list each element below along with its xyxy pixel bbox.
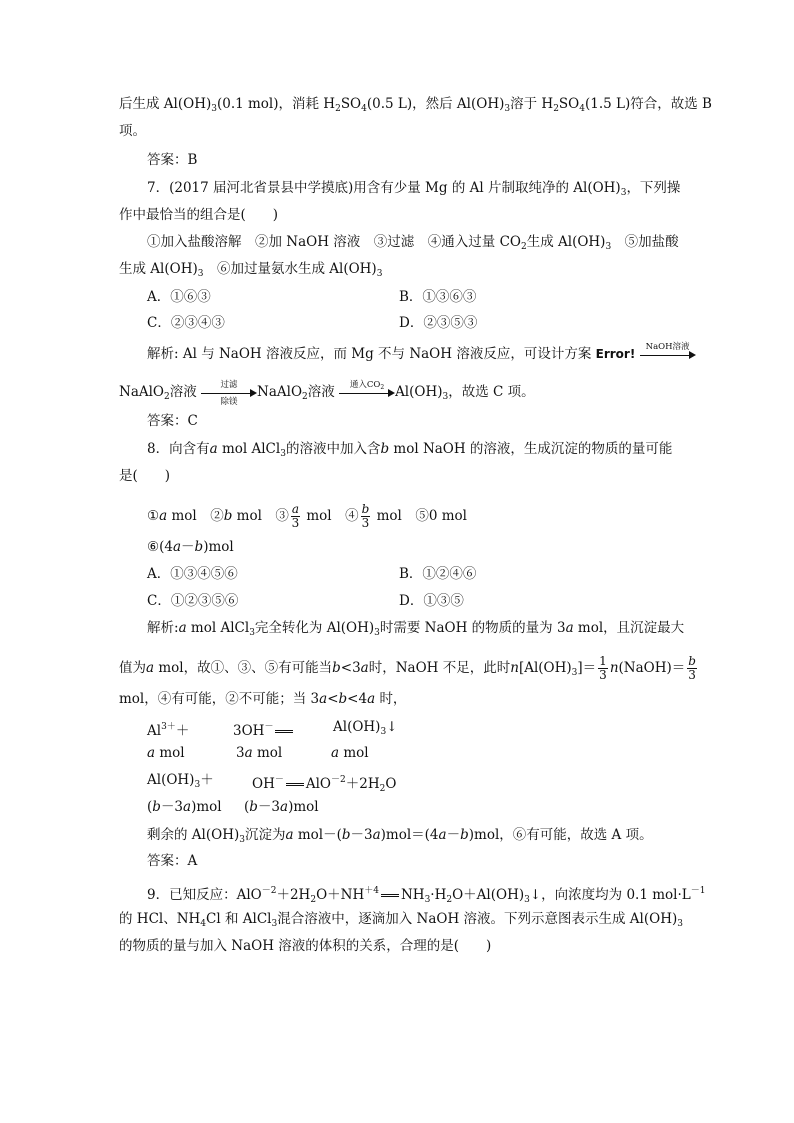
error-marker: Error!: [595, 347, 636, 361]
q8-solution-line-2: 值为a mol，故①、③、⑤有可能当b<3a时，NaOH 不足，此时$n[Al(OH)_3]=$ $\frac{1}{3}$ n(NaOH)＝ $\frac{b}{3}$: [119, 654, 696, 682]
q6-solution-line-2: 项。: [119, 123, 146, 139]
q8-option-a: A．①③④⑤⑥: [147, 566, 238, 582]
q7-stem-line-2: 作中最恰当的组合是( ): [119, 207, 279, 223]
q7-stem-line-1: 7．(2017 届河北省景县中学摸底)用含有少量 Mg 的 Al 片制取纯净的 $Al(OH)_3$，下列操: [147, 180, 681, 198]
reaction-2-rest: OH－ $AlO^{-2}+2H_2O$: [252, 775, 397, 794]
fraction-a-over-3: $\frac{a}{3}$: [291, 502, 300, 530]
q7-solution-line-2: NaAlO$_2$溶液 过滤 除镁 NaAlO$_2$溶液 通入$CO_2$ $Al(OH)_3$，故选 C 项。: [119, 379, 535, 407]
q7-option-d: D．②③⑤③: [399, 315, 478, 331]
fraction-b-over-3: $\frac{b}{3}$: [361, 502, 370, 530]
q8-stem-line-1: 8．向含有a mol AlCl$_3$的溶液中加入含b mol NaOH 的溶液，生成沉淀的物质的量可能: [147, 441, 673, 459]
fraction-b-over-3: $\frac{b}{3}$: [688, 654, 696, 682]
reaction-arrow: 过滤 除镁: [201, 384, 257, 402]
reaction-2-amount-aloh3: (b－3a)mol: [147, 799, 222, 815]
q8-choices-line-1: ①a mol ②b mol ③ $\frac{a}{3}$ mol ④ $\frac{b}{3}$ mol ⑤0 mol: [147, 502, 467, 530]
q7-answer: 答案：C: [147, 413, 198, 429]
equals-sign: [275, 730, 293, 733]
q6-solution-line-1: 后生成 $Al(OH)_3(0.1$ mol)，消耗 $H_2SO_4(0.5$ L)，然后 $Al(OH)_3$溶于 $H_2SO_4(1.5$ L)符合，故选 B: [119, 96, 712, 114]
q8-option-d: D．①③⑤: [399, 593, 464, 609]
q7-solution-line-1: 解析: Al 与 NaOH 溶液反应，而 Mg 不与 NaOH 溶液反应，可设计方案 Error! NaOH溶液: [147, 345, 696, 364]
reaction-2-aloh3: $Al(OH)_3+$: [147, 772, 214, 790]
q8-choices-line-2: ⑥(4a－b)mol: [147, 539, 234, 555]
q8-solution-line-1: 解析:a mol AlCl$_3$完全转化为 $Al(OH)_3$时需要 NaOH 的物质的量为 3a mol，且沉淀最大: [147, 620, 685, 638]
q9-stem-line-1: 9．已知反应：$AlO^{-2}+2H_2O+NH^{+4}$ $NH_3\cdot H_2O+Al(OH)_3↓$，向浓度均为 0.1 $mol\cdot L^{-1}$: [147, 886, 706, 905]
q8-option-b: B．①②④⑥: [399, 566, 477, 582]
reaction-1-amount-al: a mol: [147, 745, 185, 761]
equals-sign: [286, 783, 304, 786]
q7-option-c: C．②③④③: [147, 315, 225, 331]
reaction-2-amount-oh: (b－3a)mol: [244, 799, 319, 815]
reaction-arrow: 通入$CO_2$: [339, 384, 395, 402]
q9-stem-line-3: 的物质的量与加入 NaOH 溶液的体积的关系，合理的是( ): [119, 938, 492, 954]
reaction-1-amount-oh: 3a mol: [236, 745, 283, 761]
q8-option-c: C．①②③⑤⑥: [147, 593, 239, 609]
q7-option-a: A．①⑥③: [147, 289, 211, 305]
reaction-1-product: $Al(OH)_3↓$: [333, 719, 398, 737]
reaction-arrow: NaOH溶液: [640, 346, 696, 364]
reaction-1-al: $Al^{3+}+$: [147, 722, 190, 739]
equals-sign: [381, 894, 399, 897]
q9-stem-line-2: 的 HCl、$NH_4Cl$ 和 AlCl$_3$混合溶液中，逐滴加入 NaOH 溶液。下列示意图表示生成 $Al(OH)_3$: [119, 911, 683, 929]
reaction-1-amount-product: a mol: [331, 745, 369, 761]
q7-steps-line-1: ①加入盐酸溶解 ②加 NaOH 溶液 ③过滤 ④通入过量 $CO_2$生成 $Al(OH)_3$ ⑤加盐酸: [147, 234, 679, 252]
q8-answer: 答案：A: [147, 853, 198, 869]
q8-solution-line-3: mol，④有可能，②不可能；当 3a<b<4a 时，: [119, 691, 407, 707]
q7-steps-line-2: 生成 $Al(OH)_3$ ⑥加过量氨水生成 $Al(OH)_3$: [119, 261, 383, 279]
q8-stem-line-2: 是( ): [119, 468, 171, 484]
q8-solution-line-4: 剩余的 $Al(OH)_3$沉淀为a mol－(b－3a)mol＝(4a－b)mol，⑥有可能，故选 A 项。: [147, 827, 653, 845]
fraction-one-third: $\frac{1}{3}$: [599, 654, 607, 682]
q6-answer: 答案：B: [147, 152, 198, 168]
q7-option-b: B．①③⑥③: [399, 289, 477, 305]
reaction-1-oh: 3OH－: [233, 718, 295, 740]
